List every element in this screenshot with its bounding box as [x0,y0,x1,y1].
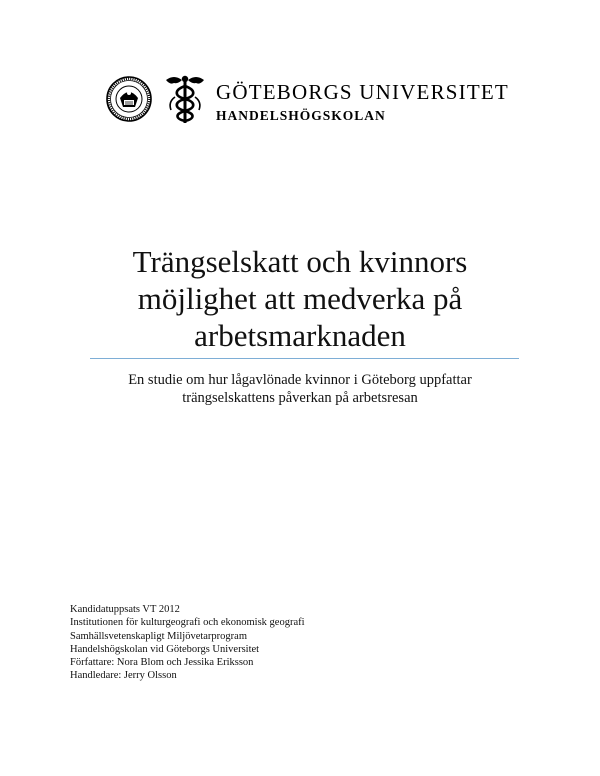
caduceus-emblem-icon [160,72,210,128]
thesis-title [60,243,540,354]
subtitle-line: En studie om hur lågavlönade kvinnor i Göteborg uppfattar [128,372,472,388]
university-name: GÖTEBORGS UNIVERSITET [216,80,509,104]
meta-supervisor: Handledare: Jerry Olsson [70,670,177,682]
title-divider [90,358,519,359]
meta-school: Handelshögskolan vid Göteborgs Universitet [70,643,260,655]
title-line: möjlighet att medverka på [137,281,463,316]
meta-program: Samhällsvetenskapligt Miljövetarprogram [70,630,248,642]
thesis-subtitle [60,371,540,407]
meta-course: Kandidatuppsats VT 2012 [70,604,180,615]
school-name: HANDELSHÖGSKOLAN [216,108,386,123]
title-line: Trängselskatt och kvinnors [132,244,468,279]
meta-authors: Författare: Nora Blom och Jessika Eriksson [70,657,254,669]
subtitle-line: trängselskattens påverkan på arbetsresan [182,390,418,406]
university-logo [106,72,509,134]
thesis-metadata [70,603,490,683]
title-line: arbetsmarknaden [194,318,406,353]
university-seal-icon [106,76,152,122]
meta-department: Institutionen för kulturgeografi och ekonomisk geografi [70,617,305,629]
